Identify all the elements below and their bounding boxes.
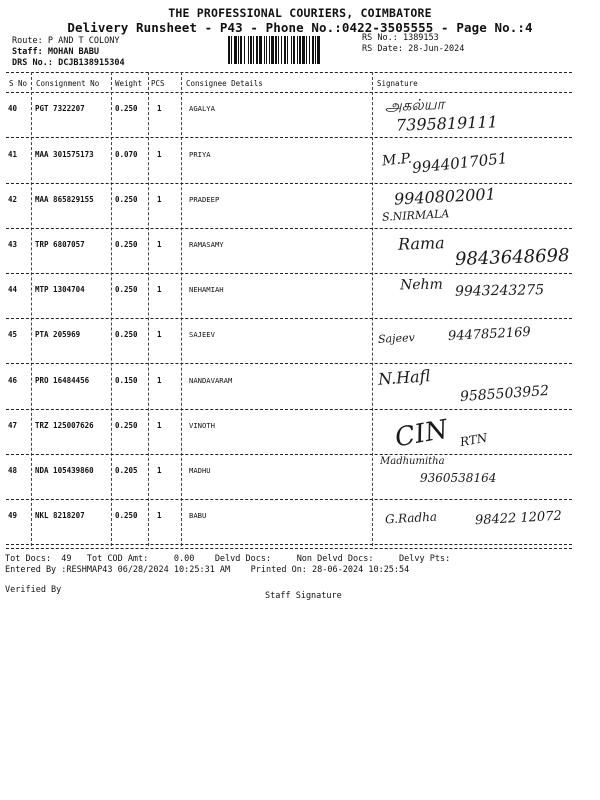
row-consignment-no: TRP 6807057 <box>35 240 85 249</box>
row-pcs: 1 <box>157 104 162 113</box>
row-weight: 0.250 <box>115 511 138 520</box>
row-pcs: 1 <box>157 195 162 204</box>
row-sno: 47 <box>8 421 18 430</box>
row-separator <box>6 137 572 138</box>
handwritten-signature: Nehm <box>399 276 443 294</box>
col-weight: Weight <box>115 79 143 88</box>
row-sno: 46 <box>8 376 18 385</box>
col-pcs: PCS <box>151 79 165 88</box>
row-separator <box>6 363 572 364</box>
row-consignee: AGALYA <box>189 104 215 113</box>
verified-by-label: Verified By <box>5 585 62 595</box>
row-consignee: VINOTH <box>189 421 215 430</box>
col-signature: Signature <box>377 79 418 88</box>
header-bottom-rule <box>6 92 572 93</box>
handwritten-signature: G.Radha <box>384 509 438 527</box>
row-sno: 44 <box>8 285 18 294</box>
row-weight: 0.250 <box>115 285 138 294</box>
row-separator <box>6 454 572 455</box>
barcode-image <box>228 36 355 64</box>
row-weight: 0.250 <box>115 421 138 430</box>
entered-by-line: Entered By :RESHMAP43 06/28/2024 10:25:31 AM Printed On: 28-06-2024 10:25:54 <box>5 565 410 575</box>
col-divider <box>31 72 32 546</box>
handwritten-signature: CIN <box>392 414 451 454</box>
row-sno: 48 <box>8 466 18 475</box>
row-consignment-no: PTA 205969 <box>35 330 81 339</box>
row-consignment-no: MTP 1304704 <box>35 285 85 294</box>
row-weight: 0.250 <box>115 330 138 339</box>
row-consignment-no: PGT 7322207 <box>35 104 85 113</box>
row-sno: 45 <box>8 330 18 339</box>
row-pcs: 1 <box>157 330 162 339</box>
header-top-rule <box>6 72 572 73</box>
row-weight: 0.250 <box>115 240 138 249</box>
row-consignment-no: PRO 16484456 <box>35 376 90 385</box>
drs-line: DRS No.: DCJB138915304 <box>12 58 125 68</box>
handwritten-phone: 9843648698 <box>454 245 570 270</box>
handwritten-phone: 9585503952 <box>459 382 550 406</box>
col-consignment: Consignment No <box>36 79 100 88</box>
row-consignee: SAJEEV <box>189 330 215 339</box>
row-weight: 0.250 <box>115 195 138 204</box>
row-sno: 49 <box>8 511 18 520</box>
handwritten-signature: N.Hafl <box>377 366 431 389</box>
row-separator <box>6 544 572 545</box>
rs-no-line: RS No.: 1389153 <box>362 33 439 43</box>
handwritten-signature: M.P. <box>381 150 413 170</box>
handwritten-signature: அகல்யா <box>384 94 445 116</box>
row-pcs: 1 <box>157 150 162 159</box>
row-sno: 41 <box>8 150 18 159</box>
handwritten-phone: 9943243275 <box>454 282 545 300</box>
row-consignee: PRIYA <box>189 150 211 159</box>
handwritten-phone: 9944017051 <box>411 149 509 177</box>
handwritten-signature: Madhumitha <box>380 456 445 467</box>
handwritten-signature: Rama <box>397 233 445 254</box>
row-separator <box>6 409 572 410</box>
row-consignee: PRADEEP <box>189 195 220 204</box>
handwritten-phone: 9360538164 <box>420 471 497 485</box>
runsheet-subtitle: Delivery Runsheet - P43 - Phone No.:0422-3505555 - Page No.:4 <box>67 20 533 35</box>
totals-line: Tot Docs: 49 Tot COD Amt: 0.00 Delvd Docs: Non Delvd Docs: Delvy Pts: <box>5 554 451 564</box>
col-divider <box>181 72 182 546</box>
row-weight: 0.150 <box>115 376 138 385</box>
staff-line: Staff: MOHAN BABU <box>12 47 100 57</box>
row-pcs: 1 <box>157 240 162 249</box>
row-pcs: 1 <box>157 511 162 520</box>
row-weight: 0.070 <box>115 150 138 159</box>
col-divider <box>372 72 373 546</box>
row-separator <box>6 273 572 274</box>
row-consignee: RAMASAMY <box>189 240 224 249</box>
handwritten-phone: RTN <box>458 430 489 450</box>
row-separator <box>6 499 572 500</box>
row-sno: 42 <box>8 195 18 204</box>
col-divider <box>148 72 149 546</box>
col-sno: S No <box>9 79 28 88</box>
handwritten-phone: 9940802001 <box>393 184 497 209</box>
company-title: THE PROFESSIONAL COURIERS, COIMBATORE <box>168 6 432 20</box>
row-pcs: 1 <box>157 285 162 294</box>
row-consignee: NANDAVARAM <box>189 376 233 385</box>
row-sno: 40 <box>8 104 18 113</box>
row-pcs: 1 <box>157 466 162 475</box>
row-consignment-no: MAA 865829155 <box>35 195 94 204</box>
row-weight: 0.205 <box>115 466 138 475</box>
staff-signature-label: Staff Signature <box>265 591 342 601</box>
rs-date-line: RS Date: 28-Jun-2024 <box>362 44 465 54</box>
row-separator <box>6 228 572 229</box>
row-sno: 43 <box>8 240 18 249</box>
row-consignee: NEHAMIAH <box>189 285 224 294</box>
row-separator <box>6 318 572 319</box>
route-line: Route: P AND T COLONY <box>12 36 120 46</box>
handwritten-signature: Sajeev <box>377 331 416 346</box>
row-pcs: 1 <box>157 421 162 430</box>
handwritten-phone: 98422 12072 <box>474 508 563 529</box>
handwritten-signature: S.NIRMALA <box>381 207 450 224</box>
row-consignment-no: NDA 105439860 <box>35 466 94 475</box>
row-consignee: MADHU <box>189 466 211 475</box>
row-weight: 0.250 <box>115 104 138 113</box>
row-consignee: BABU <box>189 511 207 520</box>
col-divider <box>111 72 112 546</box>
row-consignment-no: TRZ 125007626 <box>35 421 94 430</box>
row-pcs: 1 <box>157 376 162 385</box>
row-consignment-no: MAA 301575173 <box>35 150 94 159</box>
footer-rule <box>6 548 572 549</box>
row-consignment-no: NKL 8218207 <box>35 511 85 520</box>
col-consignee: Consignee Details <box>186 79 263 88</box>
handwritten-phone: 7395819111 <box>395 112 499 135</box>
handwritten-phone: 9447852169 <box>447 324 532 345</box>
